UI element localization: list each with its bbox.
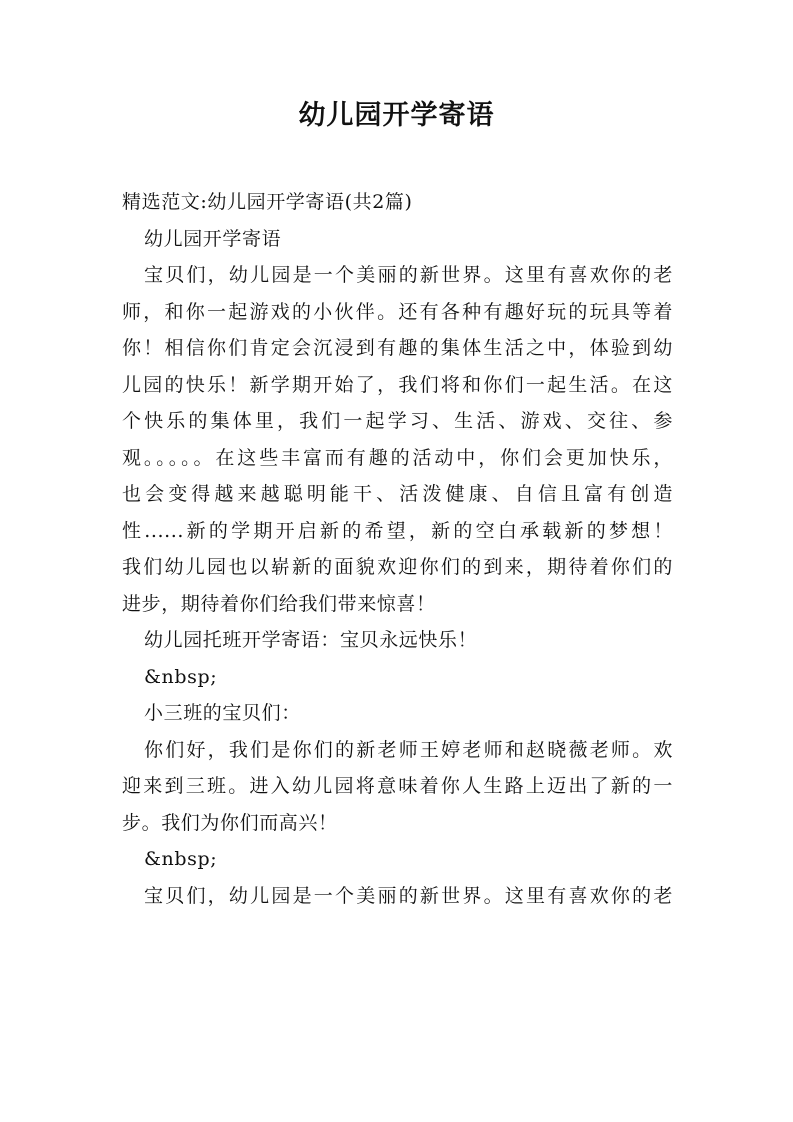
- paragraph-line: 师，和你一起游戏的小伙伴。还有各种有趣好玩的玩具等着: [122, 300, 673, 323]
- paragraph-line: 观。。。。。在这些丰富而有趣的活动中，你们会更加快乐，: [122, 446, 673, 469]
- paragraph-line: 个快乐的集体里，我们一起学习、生活、游戏、交往、参: [122, 410, 673, 432]
- paragraph-line: 进步，期待着你们给我们带来惊喜！: [122, 592, 436, 615]
- document-body: [122, 184, 673, 914]
- paragraph-line: 你！相信你们肯定会沉浸到有趣的集体生活之中，体验到幼: [122, 337, 673, 359]
- greeting-line: 小三班的宝贝们：: [144, 702, 301, 724]
- paragraph-line: 迎来到三班。进入幼儿园将意味着你人生路上迈出了新的一: [122, 775, 673, 797]
- section-heading: 幼儿园托班开学寄语：宝贝永远快乐！: [144, 629, 478, 651]
- paragraph-line: 儿园的快乐！新学期开始了，我们将和你们一起生活。在这: [122, 373, 673, 396]
- nbsp-line: &nbsp;: [144, 665, 218, 688]
- paragraph-line: 性......新的学期开启新的希望，新的空白承载新的梦想！: [122, 519, 673, 542]
- paragraph-line: 也会变得越来越聪明能干、活泼健康、自信且富有创造: [122, 483, 673, 505]
- paragraph-line: 你们好，我们是你们的新老师王婷老师和赵晓薇老师。欢: [144, 738, 673, 761]
- nbsp-line: &nbsp;: [144, 848, 218, 870]
- paragraph-line: 我们幼儿园也以崭新的面貌欢迎你们的到来，期待着你们的: [122, 556, 673, 578]
- section-heading: 幼儿园开学寄语: [144, 227, 282, 250]
- paragraph-line: 宝贝们，幼儿园是一个美丽的新世界。这里有喜欢你的老: [144, 264, 673, 286]
- document-title: 幼儿园开学寄语: [298, 100, 495, 131]
- paragraph-line: 宝贝们，幼儿园是一个美丽的新世界。这里有喜欢你的老: [144, 884, 673, 907]
- summary-line: 精选范文:幼儿园开学寄语(共2篇): [122, 191, 413, 213]
- paragraph-line: 步。我们为你们而高兴！: [122, 811, 338, 834]
